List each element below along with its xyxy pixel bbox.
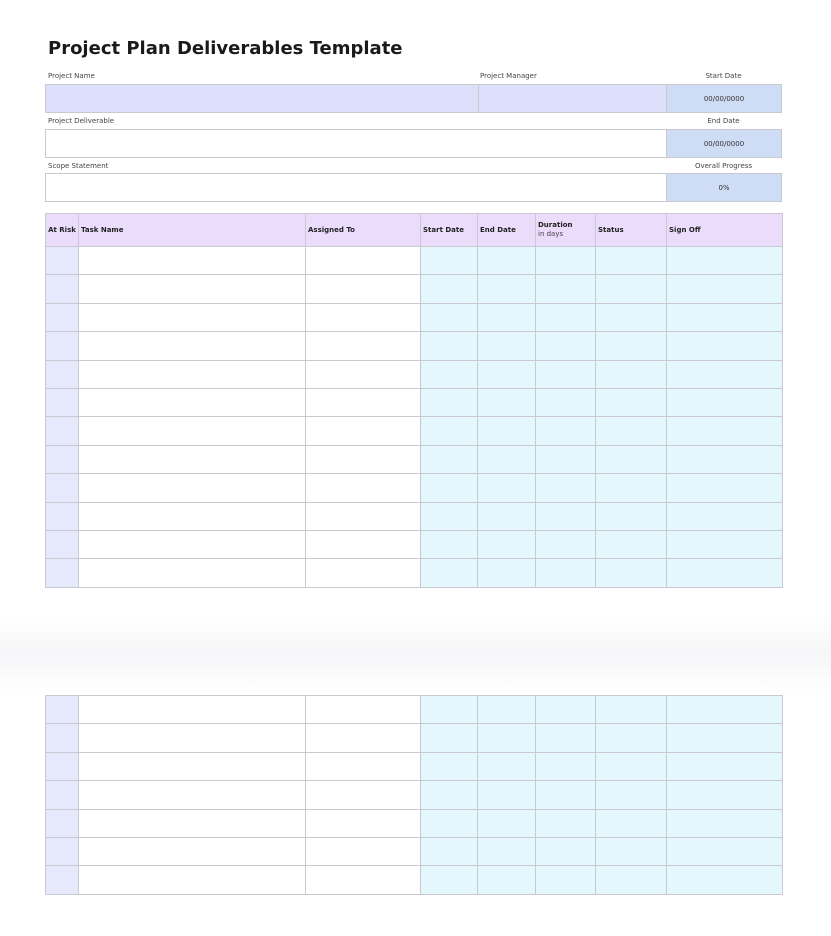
status-cell[interactable] [596,332,667,360]
scope-statement-label: Scope Statement [48,162,109,170]
end-date-cell[interactable] [478,837,536,865]
task-name-cell[interactable] [79,559,306,587]
sign-off-cell[interactable] [667,809,783,837]
table-row [46,696,783,724]
sign-off-cell[interactable] [667,445,783,473]
sign-off-cell[interactable] [667,417,783,445]
task-name-cell[interactable] [79,303,306,331]
duration-cell[interactable] [536,417,596,445]
at-risk-cell[interactable] [46,502,79,530]
status-cell[interactable] [596,866,667,894]
start-date-cell[interactable] [421,752,478,780]
duration-cell[interactable] [536,866,596,894]
end-date-cell[interactable] [478,559,536,587]
task-table-continued [45,695,783,895]
start-date-cell[interactable] [421,474,478,502]
col-assigned-to: Assigned To [306,214,421,247]
at-risk-cell[interactable] [46,417,79,445]
project-deliverable-label: Project Deliverable [48,117,115,125]
sign-off-cell[interactable] [667,332,783,360]
start-date-cell[interactable] [421,696,478,724]
sign-off-cell[interactable] [667,837,783,865]
status-cell[interactable] [596,445,667,473]
task-name-cell[interactable] [79,388,306,416]
overall-progress-label: Overall Progress [694,162,753,170]
duration-cell[interactable] [536,809,596,837]
page-break [0,615,831,695]
assigned-to-cell[interactable] [306,417,421,445]
sign-off-cell[interactable] [667,275,783,303]
at-risk-cell[interactable] [46,360,79,388]
start-date-cell[interactable] [421,417,478,445]
duration-cell[interactable] [536,530,596,558]
status-cell[interactable] [596,696,667,724]
sign-off-cell[interactable] [667,559,783,587]
start-date-cell[interactable] [421,724,478,752]
sign-off-cell[interactable] [667,724,783,752]
col-task-name: Task Name [79,214,306,247]
start-date-cell[interactable] [421,866,478,894]
col-duration-sub: in days [538,230,564,238]
sign-off-cell[interactable] [667,530,783,558]
task-name-cell[interactable] [79,360,306,388]
end-date-value: 00/00/0000 [703,139,745,148]
table-row [46,445,783,473]
task-name-cell[interactable] [79,809,306,837]
duration-cell[interactable] [536,445,596,473]
at-risk-cell[interactable] [46,530,79,558]
col-sign-off: Sign Off [667,214,783,247]
end-date-cell[interactable] [478,781,536,809]
duration-cell[interactable] [536,752,596,780]
col-at-risk: At Risk [46,214,79,247]
duration-cell[interactable] [536,275,596,303]
start-date-cell[interactable] [421,303,478,331]
status-cell[interactable] [596,417,667,445]
status-cell[interactable] [596,303,667,331]
at-risk-cell[interactable] [46,696,79,724]
sign-off-cell[interactable] [667,752,783,780]
start-date-cell[interactable] [421,837,478,865]
duration-cell[interactable] [536,247,596,275]
at-risk-cell[interactable] [46,247,79,275]
col-end-date: End Date [478,214,536,247]
start-date-cell[interactable] [421,781,478,809]
start-date-cell[interactable] [421,275,478,303]
assigned-to-cell[interactable] [306,360,421,388]
page-title: Project Plan Deliverables Template [48,38,403,59]
assigned-to-cell[interactable] [306,247,421,275]
task-name-cell[interactable] [79,696,306,724]
task-name-cell[interactable] [79,474,306,502]
assigned-to-cell[interactable] [306,530,421,558]
sign-off-cell[interactable] [667,781,783,809]
task-name-cell[interactable] [79,247,306,275]
col-duration-label: Duration [538,221,573,229]
at-risk-cell[interactable] [46,445,79,473]
assigned-to-cell[interactable] [306,388,421,416]
status-cell[interactable] [596,247,667,275]
at-risk-cell[interactable] [46,303,79,331]
sign-off-cell[interactable] [667,388,783,416]
status-cell[interactable] [596,360,667,388]
at-risk-cell[interactable] [46,866,79,894]
status-cell[interactable] [596,559,667,587]
assigned-to-cell[interactable] [306,474,421,502]
status-cell[interactable] [596,275,667,303]
table-row [46,360,783,388]
end-date-cell[interactable] [478,502,536,530]
start-date-cell[interactable] [421,445,478,473]
task-table [45,213,783,588]
task-name-cell[interactable] [79,724,306,752]
duration-cell[interactable] [536,474,596,502]
table-row [46,530,783,558]
status-cell[interactable] [596,809,667,837]
start-date-cell[interactable] [421,388,478,416]
start-date-cell[interactable] [421,559,478,587]
duration-cell[interactable] [536,388,596,416]
task-name-cell[interactable] [79,332,306,360]
table-row [46,303,783,331]
sign-off-cell[interactable] [667,474,783,502]
task-name-cell[interactable] [79,502,306,530]
sign-off-cell[interactable] [667,360,783,388]
table-row [46,247,783,275]
task-name-cell[interactable] [79,417,306,445]
status-cell[interactable] [596,724,667,752]
start-date-cell[interactable] [421,360,478,388]
table-row [46,809,783,837]
end-date-cell[interactable] [478,417,536,445]
table-row [46,417,783,445]
assigned-to-cell[interactable] [306,809,421,837]
project-deliverable-field[interactable] [45,129,667,158]
at-risk-cell[interactable] [46,559,79,587]
project-manager-field[interactable] [478,84,667,113]
task-name-cell[interactable] [79,837,306,865]
end-date-cell[interactable] [478,275,536,303]
scope-statement-field[interactable] [45,173,667,202]
sign-off-cell[interactable] [667,696,783,724]
start-date-cell[interactable] [421,502,478,530]
end-date-cell[interactable] [478,530,536,558]
sign-off-cell[interactable] [667,303,783,331]
start-date-cell[interactable] [421,247,478,275]
start-date-value: 00/00/0000 [703,94,745,103]
end-date-cell[interactable] [478,866,536,894]
assigned-to-cell[interactable] [306,724,421,752]
assigned-to-cell[interactable] [306,781,421,809]
end-date-cell[interactable] [478,752,536,780]
col-status: Status [596,214,667,247]
duration-cell[interactable] [536,303,596,331]
task-name-cell[interactable] [79,752,306,780]
at-risk-cell[interactable] [46,474,79,502]
end-date-cell[interactable] [478,247,536,275]
table-row [46,724,783,752]
task-name-cell[interactable] [79,275,306,303]
table-row [46,559,783,587]
task-name-cell[interactable] [79,445,306,473]
assigned-to-cell[interactable] [306,303,421,331]
at-risk-cell[interactable] [46,809,79,837]
end-date-cell[interactable] [478,303,536,331]
end-date-cell[interactable] [478,724,536,752]
status-cell[interactable] [596,502,667,530]
table-row [46,781,783,809]
assigned-to-cell[interactable] [306,696,421,724]
assigned-to-cell[interactable] [306,837,421,865]
status-cell[interactable] [596,752,667,780]
task-table-header [46,214,783,247]
status-cell[interactable] [596,837,667,865]
end-date-cell[interactable] [478,360,536,388]
task-name-cell[interactable] [79,781,306,809]
duration-cell[interactable] [536,696,596,724]
end-date-cell[interactable] [478,809,536,837]
at-risk-cell[interactable] [46,752,79,780]
table-row [46,866,783,894]
assigned-to-cell[interactable] [306,559,421,587]
duration-cell[interactable] [536,360,596,388]
end-date-cell[interactable] [478,388,536,416]
sign-off-cell[interactable] [667,247,783,275]
duration-cell[interactable] [536,724,596,752]
table-row [46,837,783,865]
assigned-to-cell[interactable] [306,866,421,894]
start-date-label: Start Date [705,72,742,80]
start-date-cell[interactable] [421,332,478,360]
end-date-cell[interactable] [478,445,536,473]
at-risk-cell[interactable] [46,388,79,416]
duration-cell[interactable] [536,559,596,587]
project-name-field[interactable] [45,84,479,113]
task-name-cell[interactable] [79,866,306,894]
end-date-label: End Date [707,117,740,125]
table-row [46,474,783,502]
status-cell[interactable] [596,474,667,502]
sign-off-cell[interactable] [667,866,783,894]
end-date-cell[interactable] [478,332,536,360]
task-name-cell[interactable] [79,530,306,558]
at-risk-cell[interactable] [46,724,79,752]
table-row [46,388,783,416]
project-name-label: Project Name [48,72,95,80]
overall-progress-value: 0% [718,183,730,192]
at-risk-cell[interactable] [46,275,79,303]
table-row [46,332,783,360]
end-date-cell[interactable] [478,696,536,724]
at-risk-cell[interactable] [46,837,79,865]
at-risk-cell[interactable] [46,332,79,360]
assigned-to-cell[interactable] [306,332,421,360]
table-row [46,752,783,780]
col-duration [536,214,596,247]
table-row [46,275,783,303]
duration-cell[interactable] [536,781,596,809]
at-risk-cell[interactable] [46,781,79,809]
start-date-cell[interactable] [421,809,478,837]
duration-cell[interactable] [536,837,596,865]
end-date-cell[interactable] [478,474,536,502]
duration-cell[interactable] [536,332,596,360]
start-date-cell[interactable] [421,530,478,558]
assigned-to-cell[interactable] [306,502,421,530]
assigned-to-cell[interactable] [306,752,421,780]
sign-off-cell[interactable] [667,502,783,530]
assigned-to-cell[interactable] [306,275,421,303]
status-cell[interactable] [596,530,667,558]
project-manager-label: Project Manager [480,72,537,80]
assigned-to-cell[interactable] [306,445,421,473]
status-cell[interactable] [596,388,667,416]
col-start-date: Start Date [421,214,478,247]
status-cell[interactable] [596,781,667,809]
duration-cell[interactable] [536,502,596,530]
table-row [46,502,783,530]
